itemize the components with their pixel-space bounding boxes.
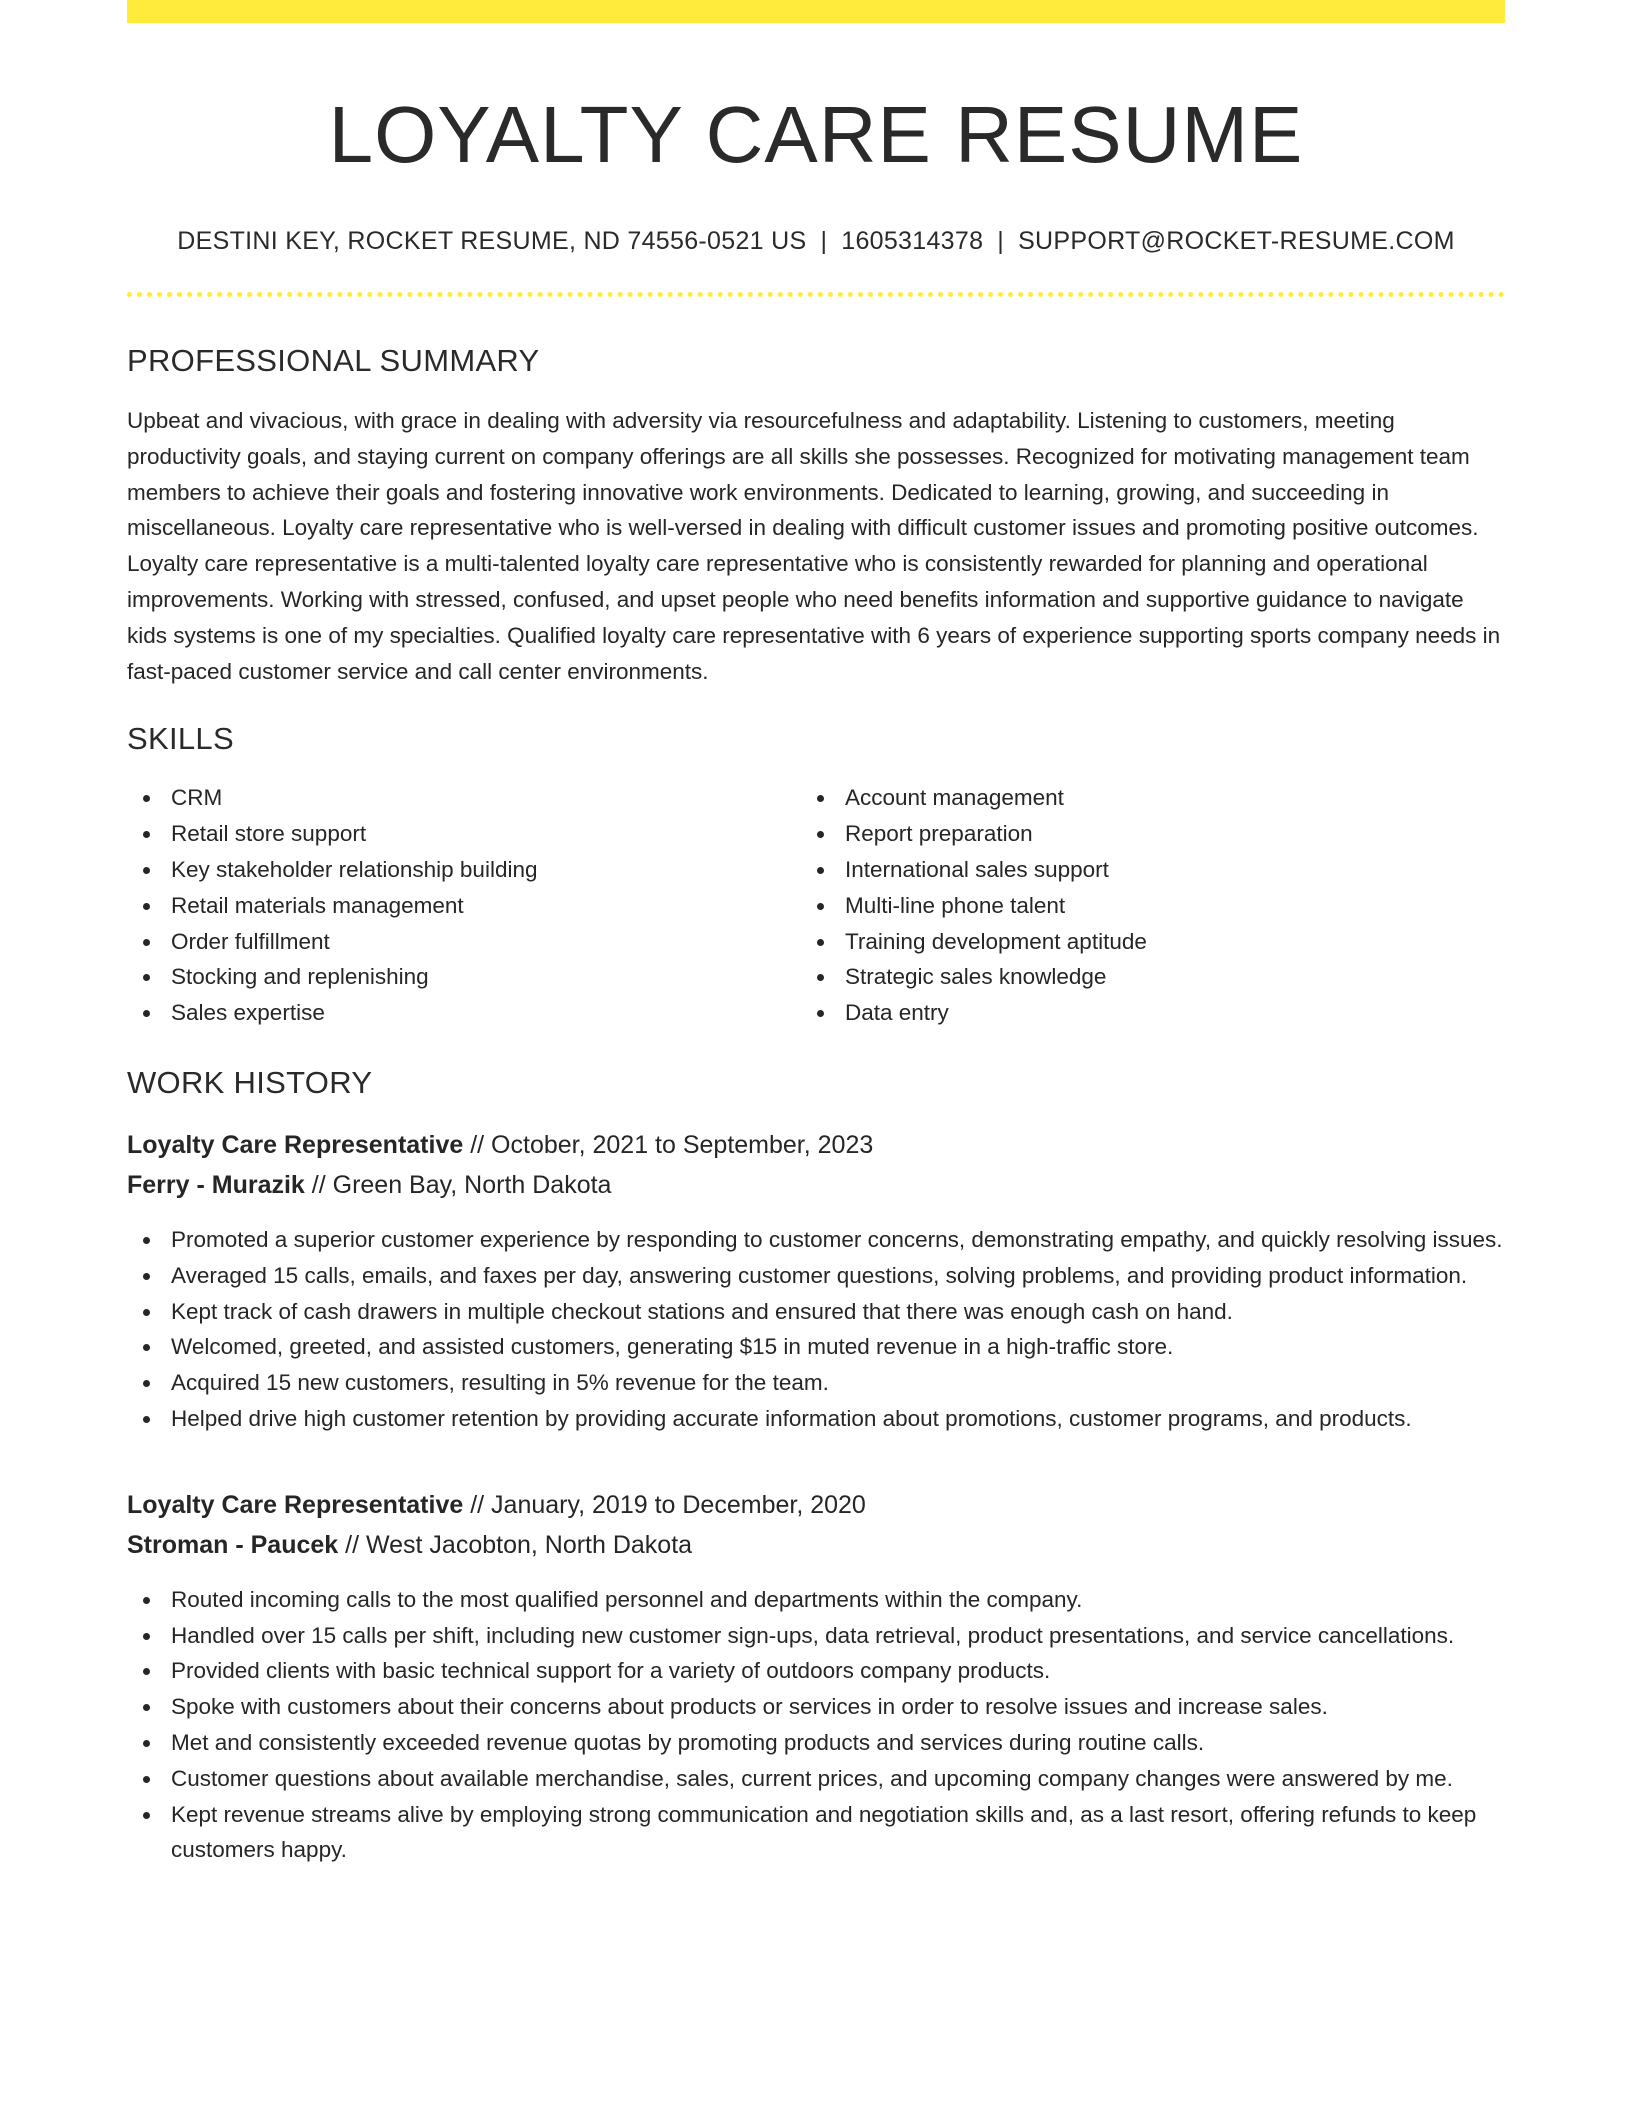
skill-item: Order fulfillment	[127, 924, 801, 960]
skill-item: Report preparation	[801, 816, 1505, 852]
skills-section	[127, 721, 1505, 1031]
job-bullet: Welcomed, greeted, and assisted customers, generating $15 in muted revenue in a high-traffic store.	[127, 1329, 1505, 1365]
job-title-line	[127, 1125, 1505, 1165]
skill-item: Training development aptitude	[801, 924, 1505, 960]
job-bullets	[127, 1222, 1505, 1437]
contact-separator: |	[997, 227, 1005, 255]
job-bullet: Promoted a superior customer experience by responding to customer concerns, demonstrating empathy, and quickly resolving issues.	[127, 1222, 1505, 1258]
job-entry	[127, 1125, 1505, 1437]
skill-item: CRM	[127, 780, 801, 816]
contact-phone: 1605314378	[841, 227, 984, 255]
job-company-line	[127, 1165, 1505, 1205]
section-title-work-history: WORK HISTORY	[127, 1064, 373, 1100]
job-bullet: Acquired 15 new customers, resulting in 5% revenue for the team.	[127, 1365, 1505, 1401]
contact-separator: |	[820, 227, 828, 255]
skill-item: Retail materials management	[127, 888, 801, 924]
job-location: // Green Bay, North Dakota	[304, 1170, 612, 1199]
job-bullet: Averaged 15 calls, emails, and faxes per day, answering customer questions, solving problems, and providing product information.	[127, 1258, 1505, 1294]
job-bullet: Kept track of cash drawers in multiple checkout stations and ensured that there was enough cash on hand.	[127, 1294, 1505, 1330]
work-history-section	[127, 1065, 1505, 1868]
job-bullet: Kept revenue streams alive by employing strong communication and negotiation skills and, as a last resort, offering refunds to keep customers happy.	[127, 1797, 1505, 1869]
skill-item: Multi-line phone talent	[801, 888, 1505, 924]
job-company: Stroman - Paucek	[127, 1530, 339, 1559]
skills-list-left	[127, 780, 801, 1031]
section-title-skills: SKILLS	[127, 721, 234, 757]
summary-text: Upbeat and vivacious, with grace in dealing with adversity via resourcefulness and adaptability. Listening to customers, meeting productivity goals, and staying current on company offerings are all skills she possesses. Recognized for motivating management team members to achieve their goals and fostering innovative work environments. Dedicated to learning, growing, and succeeding in miscellaneous. Loyalty care representative who is well-versed in dealing with difficult customer issues and promoting positive outcomes. Loyalty care representative is a multi-talented loyalty care representative who is consistently rewarded for planning and operational improvements. Working with stressed, confused, and upset people who need benefits information and supportive guidance to navigate kids systems is one of my specialties. Qualified loyalty care representative with 6 years of experience supporting sports company needs in fast-paced customer service and call center environments.	[127, 408, 1501, 684]
resume-title: LOYALTY CARE RESUME	[328, 90, 1304, 179]
accent-top-bar	[127, 0, 1505, 23]
job-bullet: Handled over 15 calls per shift, including new customer sign-ups, data retrieval, product presentations, and service cancellations.	[127, 1618, 1505, 1654]
summary-section	[127, 343, 1505, 689]
job-dates: // October, 2021 to September, 2023	[463, 1130, 874, 1159]
skill-item: Retail store support	[127, 816, 801, 852]
job-bullet: Spoke with customers about their concerns about products or services in order to resolve issues and increase sales.	[127, 1689, 1505, 1725]
job-bullet: Helped drive high customer retention by providing accurate information about promotions, customer programs, and products.	[127, 1401, 1505, 1437]
job-title-line	[127, 1485, 1505, 1525]
job-bullet: Customer questions about available merchandise, sales, current prices, and upcoming company changes were answered by me.	[127, 1761, 1505, 1797]
job-bullets	[127, 1582, 1505, 1868]
contact-address: DESTINI KEY, ROCKET RESUME, ND 74556-0521 US	[177, 227, 807, 255]
job-bullet: Provided clients with basic technical support for a variety of outdoors company products.	[127, 1653, 1505, 1689]
contact-email: SUPPORT@ROCKET-RESUME.COM	[1018, 227, 1455, 255]
job-dates: // January, 2019 to December, 2020	[463, 1490, 866, 1519]
skill-item: Data entry	[801, 995, 1505, 1031]
job-company-line	[127, 1525, 1505, 1565]
skill-item: Sales expertise	[127, 995, 801, 1031]
skill-item: International sales support	[801, 852, 1505, 888]
skill-item: Stocking and replenishing	[127, 959, 801, 995]
job-bullet: Routed incoming calls to the most qualified personnel and departments within the company.	[127, 1582, 1505, 1618]
job-role: Loyalty Care Representative	[127, 1130, 464, 1159]
job-bullet: Met and consistently exceeded revenue quotas by promoting products and services during routine calls.	[127, 1725, 1505, 1761]
dotted-divider	[127, 292, 1505, 297]
section-title-summary: PROFESSIONAL SUMMARY	[127, 343, 540, 378]
contact-line	[127, 227, 1505, 256]
skill-item: Strategic sales knowledge	[801, 959, 1505, 995]
skill-item: Account management	[801, 780, 1505, 816]
skills-columns	[127, 780, 1505, 1031]
job-location: // West Jacobton, North Dakota	[338, 1530, 693, 1559]
skill-item: Key stakeholder relationship building	[127, 852, 801, 888]
skills-list-right	[801, 780, 1505, 1031]
job-role: Loyalty Care Representative	[127, 1490, 464, 1519]
job-company: Ferry - Murazik	[127, 1170, 305, 1199]
job-entry	[127, 1485, 1505, 1868]
